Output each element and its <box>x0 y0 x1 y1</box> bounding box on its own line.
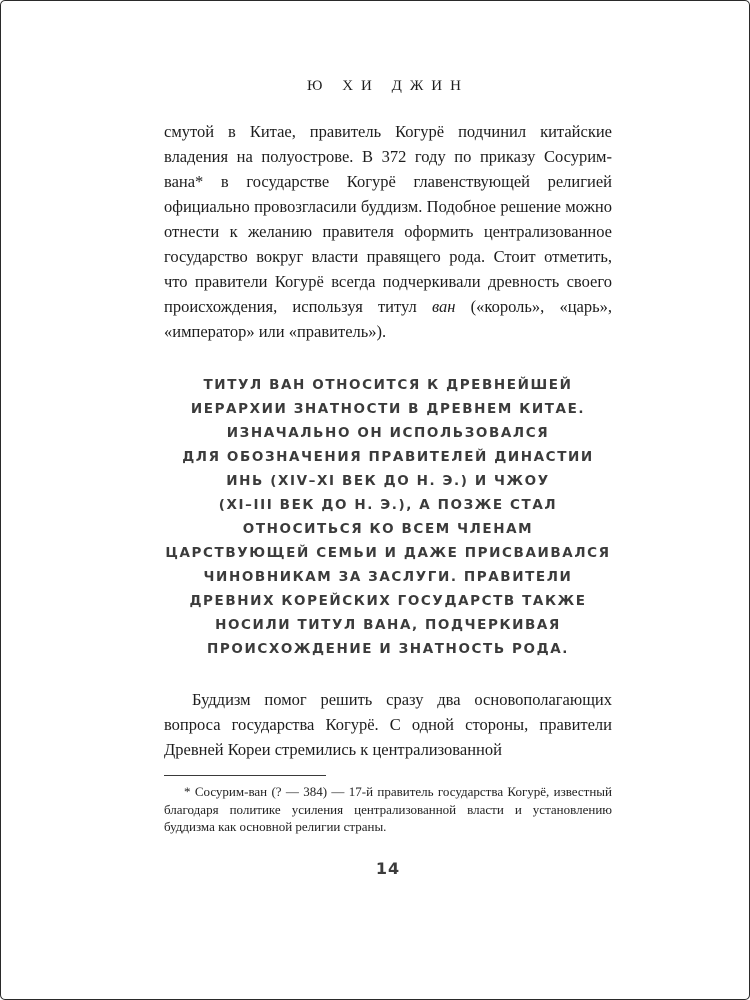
quote-line: ЧИНОВНИКАМ ЗА ЗАСЛУГИ. ПРАВИТЕЛИ <box>203 569 573 585</box>
quote-line: ОТНОСИТЬСЯ КО ВСЕМ ЧЛЕНАМ <box>242 521 534 537</box>
paragraph-1-italic-term: ван <box>431 297 456 316</box>
quote-line: ИЗНАЧАЛЬНО ОН ИСПОЛЬЗОВАЛСЯ <box>226 425 550 441</box>
quote-line: ИНЬ (XIV–XI ВЕК ДО Н. Э.) И ЧЖОУ <box>226 473 550 489</box>
quote-line: (XI–III ВЕК ДО Н. Э.), А ПОЗЖЕ СТАЛ <box>218 497 558 513</box>
quote-line: ДРЕВНИХ КОРЕЙСКИХ ГОСУДАРСТВ ТАКЖЕ <box>189 593 587 609</box>
paragraph-2: Буддизм помог решить сразу два основополагающих вопроса государства Когурё. С одной стороны, правители Древней Кореи стремились к централизованной <box>164 690 612 759</box>
page-number: 14 <box>375 858 401 878</box>
quote-line: НОСИЛИ ТИТУЛ ВАНА, ПОДЧЕРКИВАЯ <box>215 617 561 633</box>
quote-line: ТИТУЛ ВАН ОТНОСИТСЯ К ДРЕВНЕЙШЕЙ <box>203 377 573 393</box>
footnote-separator <box>164 775 326 776</box>
paragraph-1-text-after: («король», «царь», «император» или «правитель»). <box>164 297 612 341</box>
page-content <box>164 78 612 878</box>
stylized-quote-block <box>164 373 612 661</box>
quote-line: ДЛЯ ОБОЗНАЧЕНИЯ ПРАВИТЕЛЕЙ ДИНАСТИИ <box>182 449 594 465</box>
paragraph-1 <box>164 119 612 344</box>
quote-line: ПРОИСХОЖДЕНИЕ И ЗНАТНОСТЬ РОДА. <box>206 641 570 657</box>
paragraph-1-text-before: смутой в Китае, правитель Когурё подчинил китайские владения на полуострове. В 372 году по приказу Сосурим-вана* в государстве Когурё главенствующей религией официально провозгласили буддизм. Подобное решение можно отнести к желанию правителя оформить централизованное государство вокруг власти правящего рода. Стоит отметить, что правители Когурё всегда подчеркивали древность своего происхождения, используя титул <box>164 122 612 316</box>
running-head-author: Ю ХИ ДЖИН <box>307 78 469 94</box>
quote-line: ЦАРСТВУЮЩЕЙ СЕМЬИ И ДАЖЕ ПРИСВАИВАЛСЯ <box>165 545 611 561</box>
footnote-text: * Сосурим-ван (? — 384) — 17-й правитель государства Когурё, известный благодаря политике усиления централизованной власти и установлению буддизма как основной религии страны. <box>164 784 612 834</box>
quote-line: ИЕРАРХИИ ЗНАТНОСТИ В ДРЕВНЕМ КИТАЕ. <box>190 401 586 417</box>
